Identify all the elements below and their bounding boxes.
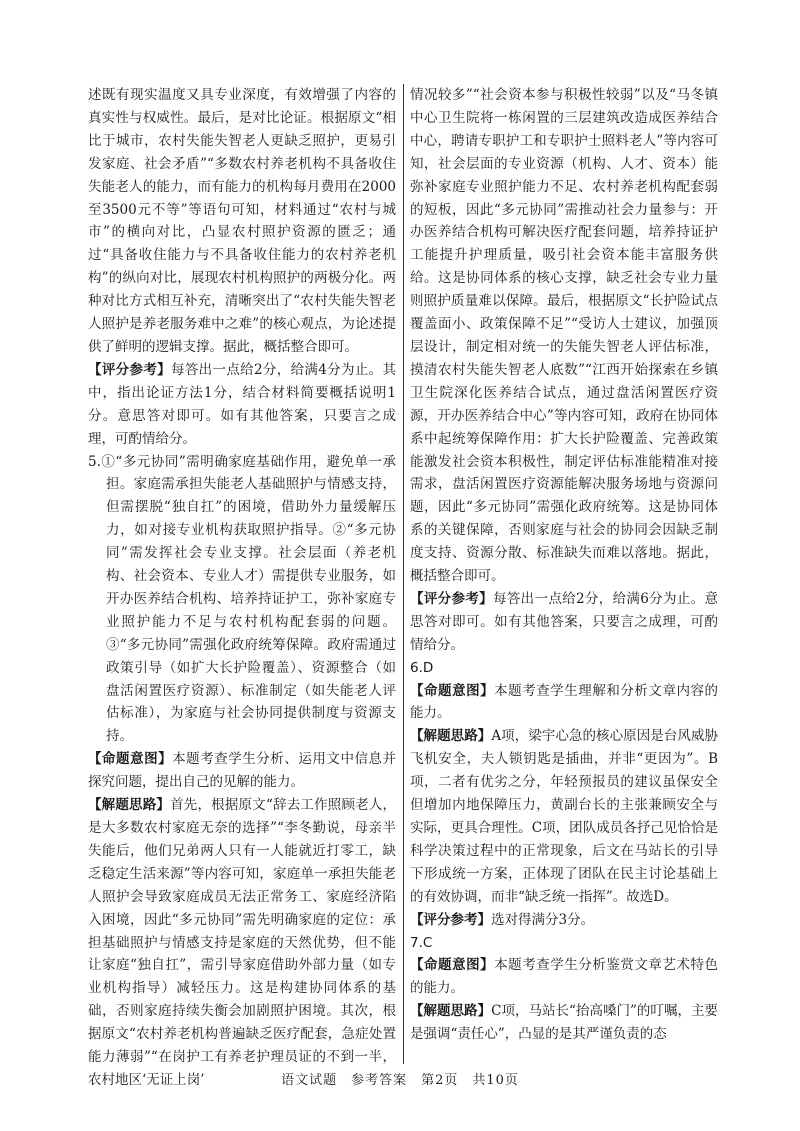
q7-approach	[410, 1000, 718, 1046]
intent-tag: 【命题意图】	[410, 682, 495, 699]
approach-tag: 【解题思路】	[410, 1003, 492, 1020]
intent-tag: 【命题意图】	[88, 751, 173, 768]
scoring-tag: 【评分参考】	[410, 911, 491, 928]
q7-intent	[410, 954, 718, 1000]
right-column	[410, 84, 718, 1046]
left-column	[88, 84, 396, 1092]
scoring-text: 每答出一点给2分，给满4分为止。其中，指出论证方法1分，结合材料简要概括说明1分。意思答对即可。如有其他答案，只要言之成理，可酌情给分。	[88, 361, 396, 447]
approach-tag: 【解题思路】	[410, 728, 492, 745]
scoring-tag: 【评分参考】	[410, 590, 493, 607]
q5-scoring-reference	[410, 588, 718, 657]
q7-answer: 7.C	[410, 934, 433, 951]
scoring-tag: 【评分参考】	[88, 361, 171, 378]
intent-text: 本题考查学生分析、运用文中信息并探究问题，提出自己的见解的能力。	[88, 751, 397, 791]
q5-approach-continued: 情况较多”“社会资本参与积极性较弱”以及“马冬镇中心卫生院将一栋闲置的三层建筑改造成医养结合中心，聘请专职护工和专职护士照料老人”等内容可知，社会层面的专业资源（机构、人才、资本）能弥补家庭专业照护能力不足、农村养老机构配套弱的短板，因此“多元协同”需推动社会力量参与：开办医养结合机构可解决医疗配套问题，培养持证护工能提升护理质量，吸引社会资本能丰富服务供给。这是协同体系的核心支撑，缺乏社会专业力量则照护质量难以保障。最后，根据原文“长护险试点覆盖面小、政策保障不足”“受访人士建议，加强顶层设计，制定相对统一的失能失智老人评估标准，摸清农村失能失智老人底数”“江西开始探索在乡镇卫生院深化医养结合试点，通过盘活闲置医疗资源，开办医养结合中心”等内容可知，政府在协同体系中起统筹保障作用：扩大长护险覆盖、完善政策能激发社会资本积极性，制定评估标准能精准对接需求，盘活闲置医疗资源能解决服务场地与资源问题，因此“多元协同”需强化政府统筹。这是协同体系的关键保障，否则家庭与社会的协同会因缺乏制度支持、资源分散、标准缺失而难以落地。据此，概括整合即可。	[410, 87, 718, 585]
q5-approach	[88, 794, 396, 1092]
q5-answer: 5.①“多元协同”需明确家庭基础作用，避免单一承担。家庭需承担失能老人基础照护与情感支持，但需摆脱“独自扛”的困境，借助外力量缓解压力，如对接专业机构获取照护指导。②“多元协同”需发挥社会专业支撑。社会层面（养老机构、社会资本、专业人才）需提供专业服务，如开办医养结合机构、培养持证护工，弥补家庭专业照护能力不足与农村机构配套弱的问题。③“多元协同”需强化政府统筹保障。政府需通过政策引导（如扩大长护险覆盖）、资源整合（如盘活闲置医疗资源）、标准制定（如失能老人评估标准），为家庭与社会协同提供制度与资源支持。	[88, 453, 396, 745]
q6-intent	[410, 680, 718, 726]
intent-text: 本题考查学生理解和分析文章内容的能力。	[410, 682, 719, 722]
q6-scoring-reference	[410, 909, 718, 932]
approach-text: 首先，根据原文“辞去工作照顾老人，是大多数农村家庭无奈的选择”“李冬勤说，母亲半失能后，他们兄弟两人只有一人能就近打零工，缺乏稳定生活来源”等内容可知，家庭单一承担失能老人照护会导致家庭成员无法正常务工、家庭经济陷入困境，因此“多元协同”需先明确家庭的定位：承担基础照护与情感支持是家庭的天然优势，但不能让家庭“独自扛”，需引导家庭借助外部力量（如专业机构指导）减轻压力。这是构建协同体系的基础，否则家庭持续失衡会加剧照护困境。其次，根据原文“农村养老机构普遍缺乏医疗配套，急症处置能力薄弱”“在岗护工有养老护理员证的不到一半，农村地区‘无证上岗’	[88, 797, 397, 1088]
intent-tag: 【命题意图】	[410, 957, 495, 974]
approach-text: A项，梁宇心急的核心原因是台风威胁飞机安全，夫人锁钥匙是插曲，并非“更因为”。B项，二者有优劣之分，年轻预报员的建议虽保安全但增加内地保障压力，黄副台长的主张兼顾安全与实际，更具合理性。C项，团队成员各抒己见恰恰是科学决策过程中的正常现象，后文在马站长的引导下形成统一方案，正体现了团队在民主讨论基础上的有效协调，而非“缺乏统一指挥”。故选D。	[410, 728, 719, 905]
column-divider	[403, 84, 404, 1064]
approach-text: C项，马站长“抬高嗓门”的叮嘱，主要是强调“责任心”，凸显的是其严谨负责的态	[410, 1003, 718, 1043]
intent-text: 本题考查学生分析鉴赏文章艺术特色的能力。	[410, 957, 719, 997]
q6-answer: 6.D	[410, 659, 434, 676]
q6-approach	[410, 725, 718, 908]
scoring-text: 每答出一点给2分，给满6分为止。意思答对即可。如有其他答案，只要言之成理，可酌情给分。	[410, 590, 718, 653]
approach-tag: 【解题思路】	[88, 797, 171, 814]
q4-analysis-continued: 述既有现实温度又具专业深度，有效增强了内容的真实性与权威性。最后，是对比论证。根据原文“相比于城市，农村失能失智老人更缺乏照护，更易引发家庭、社会矛盾”“多数农村养老机构不具备收住失能老人的能力，而有能力的机构每月费用在2000至3500元不等”等语句可知，材料通过“农村与城市”的横向对比，凸显农村照护资源的匮乏；通过“具备收住能力与不具备收住能力的农村养老机构”的纵向对比，展现农村机构照护的两极分化。两种对比方式相互补充，清晰突出了“农村失能失智老人照护是养老服务难中之难”的核心观点，为论述提供了鲜明的逻辑支撑。据此，概括整合即可。	[88, 87, 396, 355]
scoring-text: 选对得满分3分。	[491, 911, 595, 928]
page-footer: 语文试题 参考答案 第2页 共10页	[281, 1073, 519, 1088]
q4-scoring-reference	[88, 359, 396, 451]
q5-intent	[88, 748, 396, 794]
